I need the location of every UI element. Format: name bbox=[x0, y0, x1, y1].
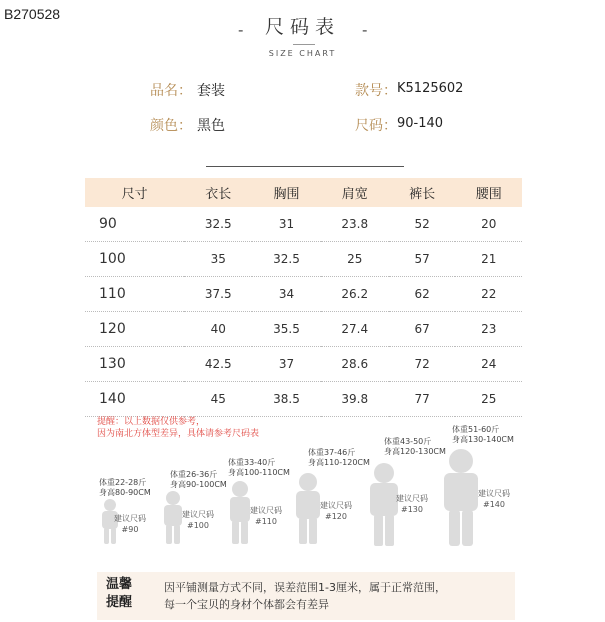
size-table bbox=[85, 178, 522, 417]
table-cell: 57 bbox=[389, 242, 456, 277]
table-cell: 31 bbox=[252, 207, 320, 242]
kid-height: 身高90-100CM bbox=[170, 480, 227, 489]
kid-weight: 体重22-28斤 bbox=[99, 478, 147, 487]
table-cell: 26.2 bbox=[321, 277, 389, 312]
kid-weight: 体重37-46斤 bbox=[308, 448, 356, 457]
name-value: 套装 bbox=[197, 83, 225, 99]
table-cell: 23.8 bbox=[321, 207, 389, 242]
note-line: 因为南北方体型差异，具体请参考尺码表 bbox=[97, 429, 260, 439]
kid-6-info bbox=[452, 425, 514, 445]
kid-2-info bbox=[170, 470, 227, 490]
header-length: 衣长 bbox=[184, 178, 252, 207]
table-cell: 22 bbox=[455, 277, 522, 312]
size-value: 90-140 bbox=[397, 116, 444, 131]
tip-label-line: 温馨 bbox=[106, 577, 133, 592]
kid-rec-size: #120 bbox=[325, 512, 347, 521]
child-silhouette-icon bbox=[440, 448, 482, 548]
table-cell: 35 bbox=[184, 242, 252, 277]
kid-height: 身高110-120CM bbox=[308, 458, 370, 467]
kid-rec-size: #90 bbox=[121, 525, 139, 534]
kid-rec-label: 建议尺码 bbox=[396, 494, 428, 503]
table-cell: 62 bbox=[389, 277, 456, 312]
name-label: 品名： bbox=[150, 83, 192, 99]
table-row bbox=[85, 242, 522, 277]
kid-3-info bbox=[228, 458, 290, 478]
kid-2-rec bbox=[182, 509, 214, 531]
table-cell: 110 bbox=[85, 277, 184, 312]
kid-rec-size: #140 bbox=[483, 500, 505, 509]
header-waist: 腰围 bbox=[455, 178, 522, 207]
kid-weight: 体重33-40斤 bbox=[228, 458, 276, 467]
size-label: 尺码： bbox=[355, 118, 397, 134]
table-cell: 24 bbox=[455, 347, 522, 382]
kid-rec-size: #110 bbox=[255, 517, 277, 526]
color-label: 颜色： bbox=[150, 118, 192, 134]
kid-rec-label: 建议尺码 bbox=[320, 501, 352, 510]
table-cell: 21 bbox=[455, 242, 522, 277]
kid-1-info bbox=[99, 478, 151, 498]
table-cell: 27.4 bbox=[321, 312, 389, 347]
tip-text bbox=[164, 579, 446, 613]
kid-weight: 体重26-36斤 bbox=[170, 470, 218, 479]
product-code: B270528 bbox=[4, 6, 61, 22]
table-cell: 42.5 bbox=[184, 347, 252, 382]
page-title: 尺码表 bbox=[264, 16, 340, 38]
color-value: 黑色 bbox=[197, 118, 225, 134]
kid-height: 身高120-130CM bbox=[384, 447, 446, 456]
tip-text-line: 因平铺测量方式不同，误差范围1-3厘米，属于正常范围， bbox=[164, 581, 446, 594]
header-pants-length: 裤长 bbox=[389, 178, 456, 207]
style-value: K5125602 bbox=[397, 81, 464, 96]
table-row bbox=[85, 207, 522, 242]
separator-line bbox=[206, 166, 404, 167]
kid-6-rec bbox=[478, 488, 510, 510]
table-cell: 35.5 bbox=[252, 312, 320, 347]
title-dash-right: - bbox=[362, 21, 368, 39]
kid-weight: 体重43-50斤 bbox=[384, 437, 432, 446]
kid-5-info bbox=[384, 437, 446, 457]
table-cell: 52 bbox=[389, 207, 456, 242]
table-cell: 77 bbox=[389, 382, 456, 417]
table-cell: 25 bbox=[455, 382, 522, 417]
table-cell: 130 bbox=[85, 347, 184, 382]
header-size: 尺寸 bbox=[85, 178, 184, 207]
table-cell: 40 bbox=[184, 312, 252, 347]
page-subtitle: SIZE CHART bbox=[268, 49, 337, 58]
table-cell: 37 bbox=[252, 347, 320, 382]
kid-1-rec bbox=[114, 513, 146, 535]
table-cell: 67 bbox=[389, 312, 456, 347]
title-underline bbox=[293, 44, 315, 45]
reference-note bbox=[97, 416, 259, 440]
table-cell: 72 bbox=[389, 347, 456, 382]
kid-3-rec bbox=[250, 505, 282, 527]
kid-4-info bbox=[308, 448, 370, 468]
table-row bbox=[85, 347, 522, 382]
table-cell: 90 bbox=[85, 207, 184, 242]
table-cell: 37.5 bbox=[184, 277, 252, 312]
kid-height: 身高130-140CM bbox=[452, 435, 514, 444]
table-row bbox=[85, 277, 522, 312]
table-cell: 140 bbox=[85, 382, 184, 417]
title-block bbox=[0, 12, 605, 39]
table-cell: 25 bbox=[321, 242, 389, 277]
header-chest: 胸围 bbox=[252, 178, 320, 207]
kid-rec-size: #130 bbox=[401, 505, 423, 514]
kid-height: 身高80-90CM bbox=[99, 488, 151, 497]
table-cell: 32.5 bbox=[184, 207, 252, 242]
table-row bbox=[85, 382, 522, 417]
kid-weight: 体重51-60斤 bbox=[452, 425, 500, 434]
tip-label bbox=[106, 576, 132, 612]
tip-label-line: 提醒 bbox=[106, 595, 133, 610]
note-line: 提醒：以上数据仅供参考， bbox=[97, 417, 206, 427]
title-dash-left: - bbox=[238, 21, 244, 39]
kid-rec-label: 建议尺码 bbox=[478, 489, 510, 498]
kid-rec-label: 建议尺码 bbox=[182, 510, 214, 519]
table-header-row bbox=[85, 178, 522, 207]
table-cell: 23 bbox=[455, 312, 522, 347]
tip-text-line: 每一个宝贝的身材个体都会有差异 bbox=[164, 598, 329, 611]
header-shoulder: 肩宽 bbox=[321, 178, 389, 207]
kid-5-rec bbox=[396, 493, 428, 515]
table-cell: 32.5 bbox=[252, 242, 320, 277]
table-row bbox=[85, 312, 522, 347]
table-cell: 28.6 bbox=[321, 347, 389, 382]
table-cell: 120 bbox=[85, 312, 184, 347]
kid-height: 身高100-110CM bbox=[228, 468, 290, 477]
table-cell: 39.8 bbox=[321, 382, 389, 417]
table-cell: 100 bbox=[85, 242, 184, 277]
style-label: 款号： bbox=[355, 83, 397, 99]
table-cell: 20 bbox=[455, 207, 522, 242]
table-cell: 38.5 bbox=[252, 382, 320, 417]
table-cell: 34 bbox=[252, 277, 320, 312]
kid-rec-label: 建议尺码 bbox=[114, 514, 146, 523]
table-cell: 45 bbox=[184, 382, 252, 417]
kid-4-rec bbox=[320, 500, 352, 522]
kid-rec-label: 建议尺码 bbox=[250, 506, 282, 515]
kid-rec-size: #100 bbox=[187, 521, 209, 530]
